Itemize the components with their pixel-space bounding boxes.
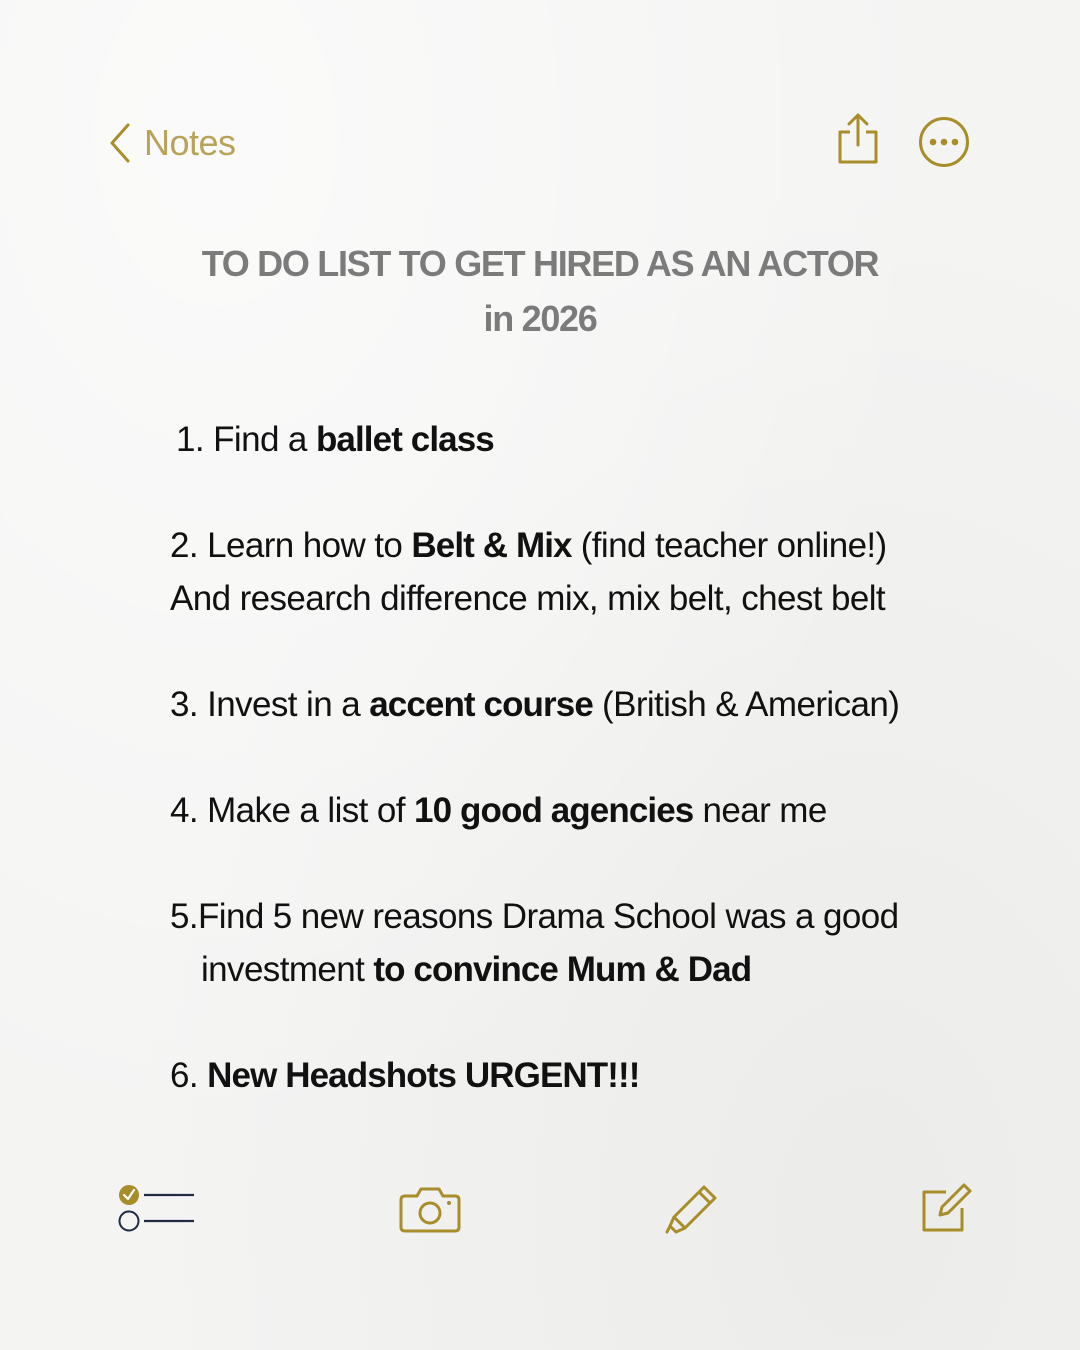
item-text: Invest in a — [207, 685, 370, 724]
item-number: 5. — [170, 897, 198, 936]
item-text: Find 5 new reasons Drama School was a good — [198, 897, 899, 936]
checklist-icon — [116, 1182, 196, 1234]
item-bold-text: accent course — [369, 685, 593, 724]
item-second-line: And research difference mix, mix belt, chest belt — [170, 579, 886, 618]
list-item[interactable] — [170, 678, 899, 731]
item-text: Find a — [213, 420, 316, 459]
item-second-line — [170, 943, 898, 996]
item-number: 6. — [170, 1056, 198, 1095]
item-text-after: (find teacher online!) — [571, 526, 887, 565]
item-text: investment — [201, 950, 374, 989]
list-item[interactable] — [170, 519, 887, 625]
item-text: Learn how to — [207, 526, 412, 565]
item-bold-text: Belt & Mix — [411, 526, 572, 565]
item-text-after: (British & American) — [592, 685, 900, 724]
camera-icon — [399, 1186, 461, 1234]
item-bold-text: ballet class — [315, 420, 494, 459]
share-icon — [836, 112, 880, 164]
pencil-markup-icon — [664, 1182, 720, 1238]
more-options-icon — [918, 116, 970, 168]
camera-button[interactable] — [399, 1186, 461, 1234]
more-options-button[interactable] — [918, 116, 970, 168]
item-bold-text: 10 good agencies — [414, 791, 694, 830]
compose-button[interactable] — [920, 1182, 974, 1234]
list-item[interactable] — [170, 890, 898, 996]
item-bold-text: New Headshots URGENT!!! — [207, 1056, 640, 1095]
note-title-line-1: TO DO LIST TO GET HIRED AS AN ACTOR — [201, 243, 879, 284]
item-number: 4. — [170, 791, 198, 830]
back-label: Notes — [144, 122, 236, 163]
item-number: 3. — [170, 685, 198, 724]
note-title-line-2: in 2026 — [483, 298, 597, 339]
item-text: Make a list of — [207, 791, 415, 830]
checklist-button[interactable] — [116, 1182, 196, 1234]
item-bold-text: to convince Mum & Dad — [373, 950, 752, 989]
markup-button[interactable] — [664, 1182, 720, 1238]
compose-icon — [920, 1182, 974, 1234]
item-number: 2. — [170, 526, 198, 565]
list-item[interactable] — [170, 784, 827, 837]
back-to-notes-button[interactable] — [108, 118, 236, 168]
list-item[interactable] — [170, 1049, 640, 1102]
note-title — [0, 236, 1080, 346]
item-number: 1. — [176, 420, 204, 459]
list-item[interactable] — [176, 413, 494, 466]
share-button[interactable] — [836, 112, 880, 164]
chevron-left-icon — [108, 122, 132, 164]
item-text-after: near me — [693, 791, 827, 830]
